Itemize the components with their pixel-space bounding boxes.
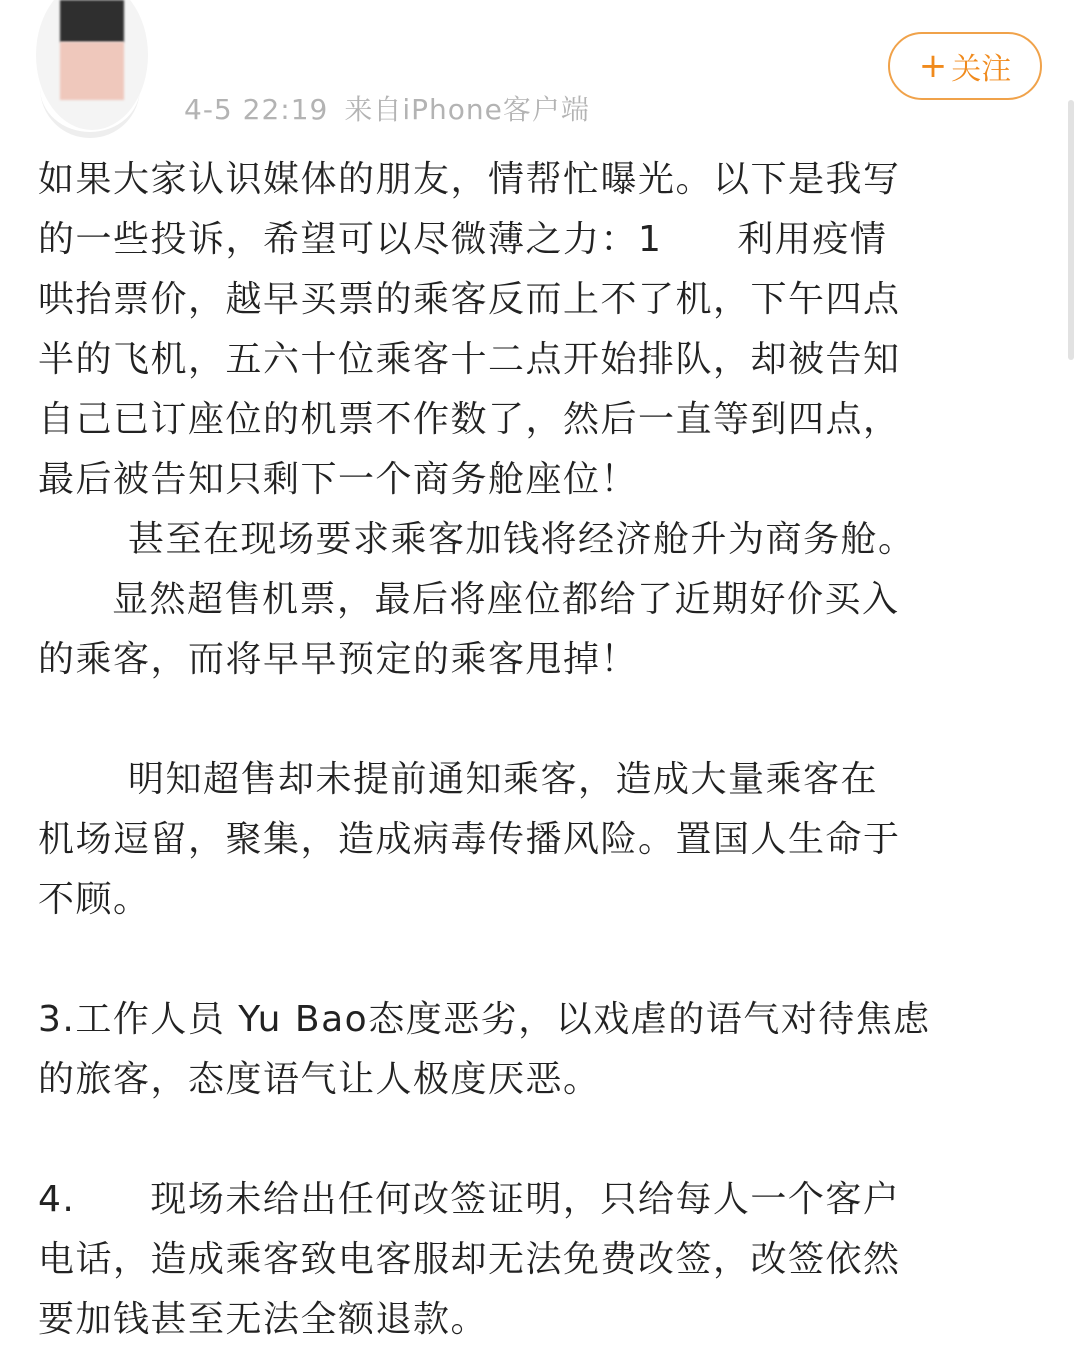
post-line: 不顾。 (38, 879, 151, 920)
post-line: 的旅客，态度语气让人极度厌恶。 (38, 1059, 601, 1100)
post-line: 显然超售机票，最后将座位都给了近期好价买入 (112, 579, 900, 620)
redacted-text (662, 210, 737, 270)
follow-label: 关注 (951, 52, 1012, 87)
post-line: 的乘客，而将早早预定的乘客甩掉！ (38, 639, 639, 680)
post-line: 3.工作人员 Yu Bao态度恶劣，以戏虐的语气对待焦虑 (38, 999, 931, 1040)
post-line: 要加钱甚至无法全额退款。 (38, 1299, 489, 1340)
post-line-part: 的一些投诉，希望可以尽微薄之力：1 (38, 219, 663, 260)
follow-button[interactable] (888, 32, 1042, 100)
post-body (38, 150, 1038, 1350)
avatar-border (40, 60, 140, 138)
post-source[interactable]: 来自iPhone客户端 (344, 93, 590, 126)
post-time: 4-5 22:19 (184, 93, 329, 126)
post-line: 自己已订座位的机票不作数了，然后一直等到四点， (38, 399, 901, 440)
post-line: 甚至在现场要求乘客加钱将经济舱升为商务舱。 (128, 519, 916, 560)
redacted-text (75, 1170, 150, 1230)
post-line: 半的飞机，五六十位乘客十二点开始排队，却被告知 (38, 339, 901, 380)
scrollbar[interactable] (1068, 100, 1074, 360)
plus-icon: + (918, 46, 948, 86)
paragraph-gap (38, 690, 1038, 750)
post-line: 明知超售却未提前通知乘客，造成大量乘客在 (128, 759, 879, 800)
post-line-part: 利用疫情 (737, 219, 888, 260)
post-line: 如果大家认识媒体的朋友，情帮忙曝光。以下是我写 (38, 159, 901, 200)
post-line: 最后被告知只剩下一个商务舱座位！ (38, 459, 639, 500)
post-line-part: 4. (38, 1179, 76, 1220)
avatar-mosaic-dark (60, 0, 124, 42)
post-line: 哄抬票价，越早买票的乘客反而上不了机，下午四点 (38, 279, 901, 320)
post-line: 电话，造成乘客致电客服却无法免费改签，改签依然 (38, 1239, 901, 1280)
post-line (38, 210, 1038, 270)
paragraph-gap (38, 930, 1038, 990)
post-line (38, 1170, 1038, 1230)
post-line-part: 现场未给出任何改签证明，只给每人一个客户 (150, 1179, 901, 1220)
post-line: 机场逗留，聚集，造成病毒传播风险。置国人生命于 (38, 819, 901, 860)
post-meta (184, 88, 590, 128)
paragraph-gap (38, 1110, 1038, 1170)
